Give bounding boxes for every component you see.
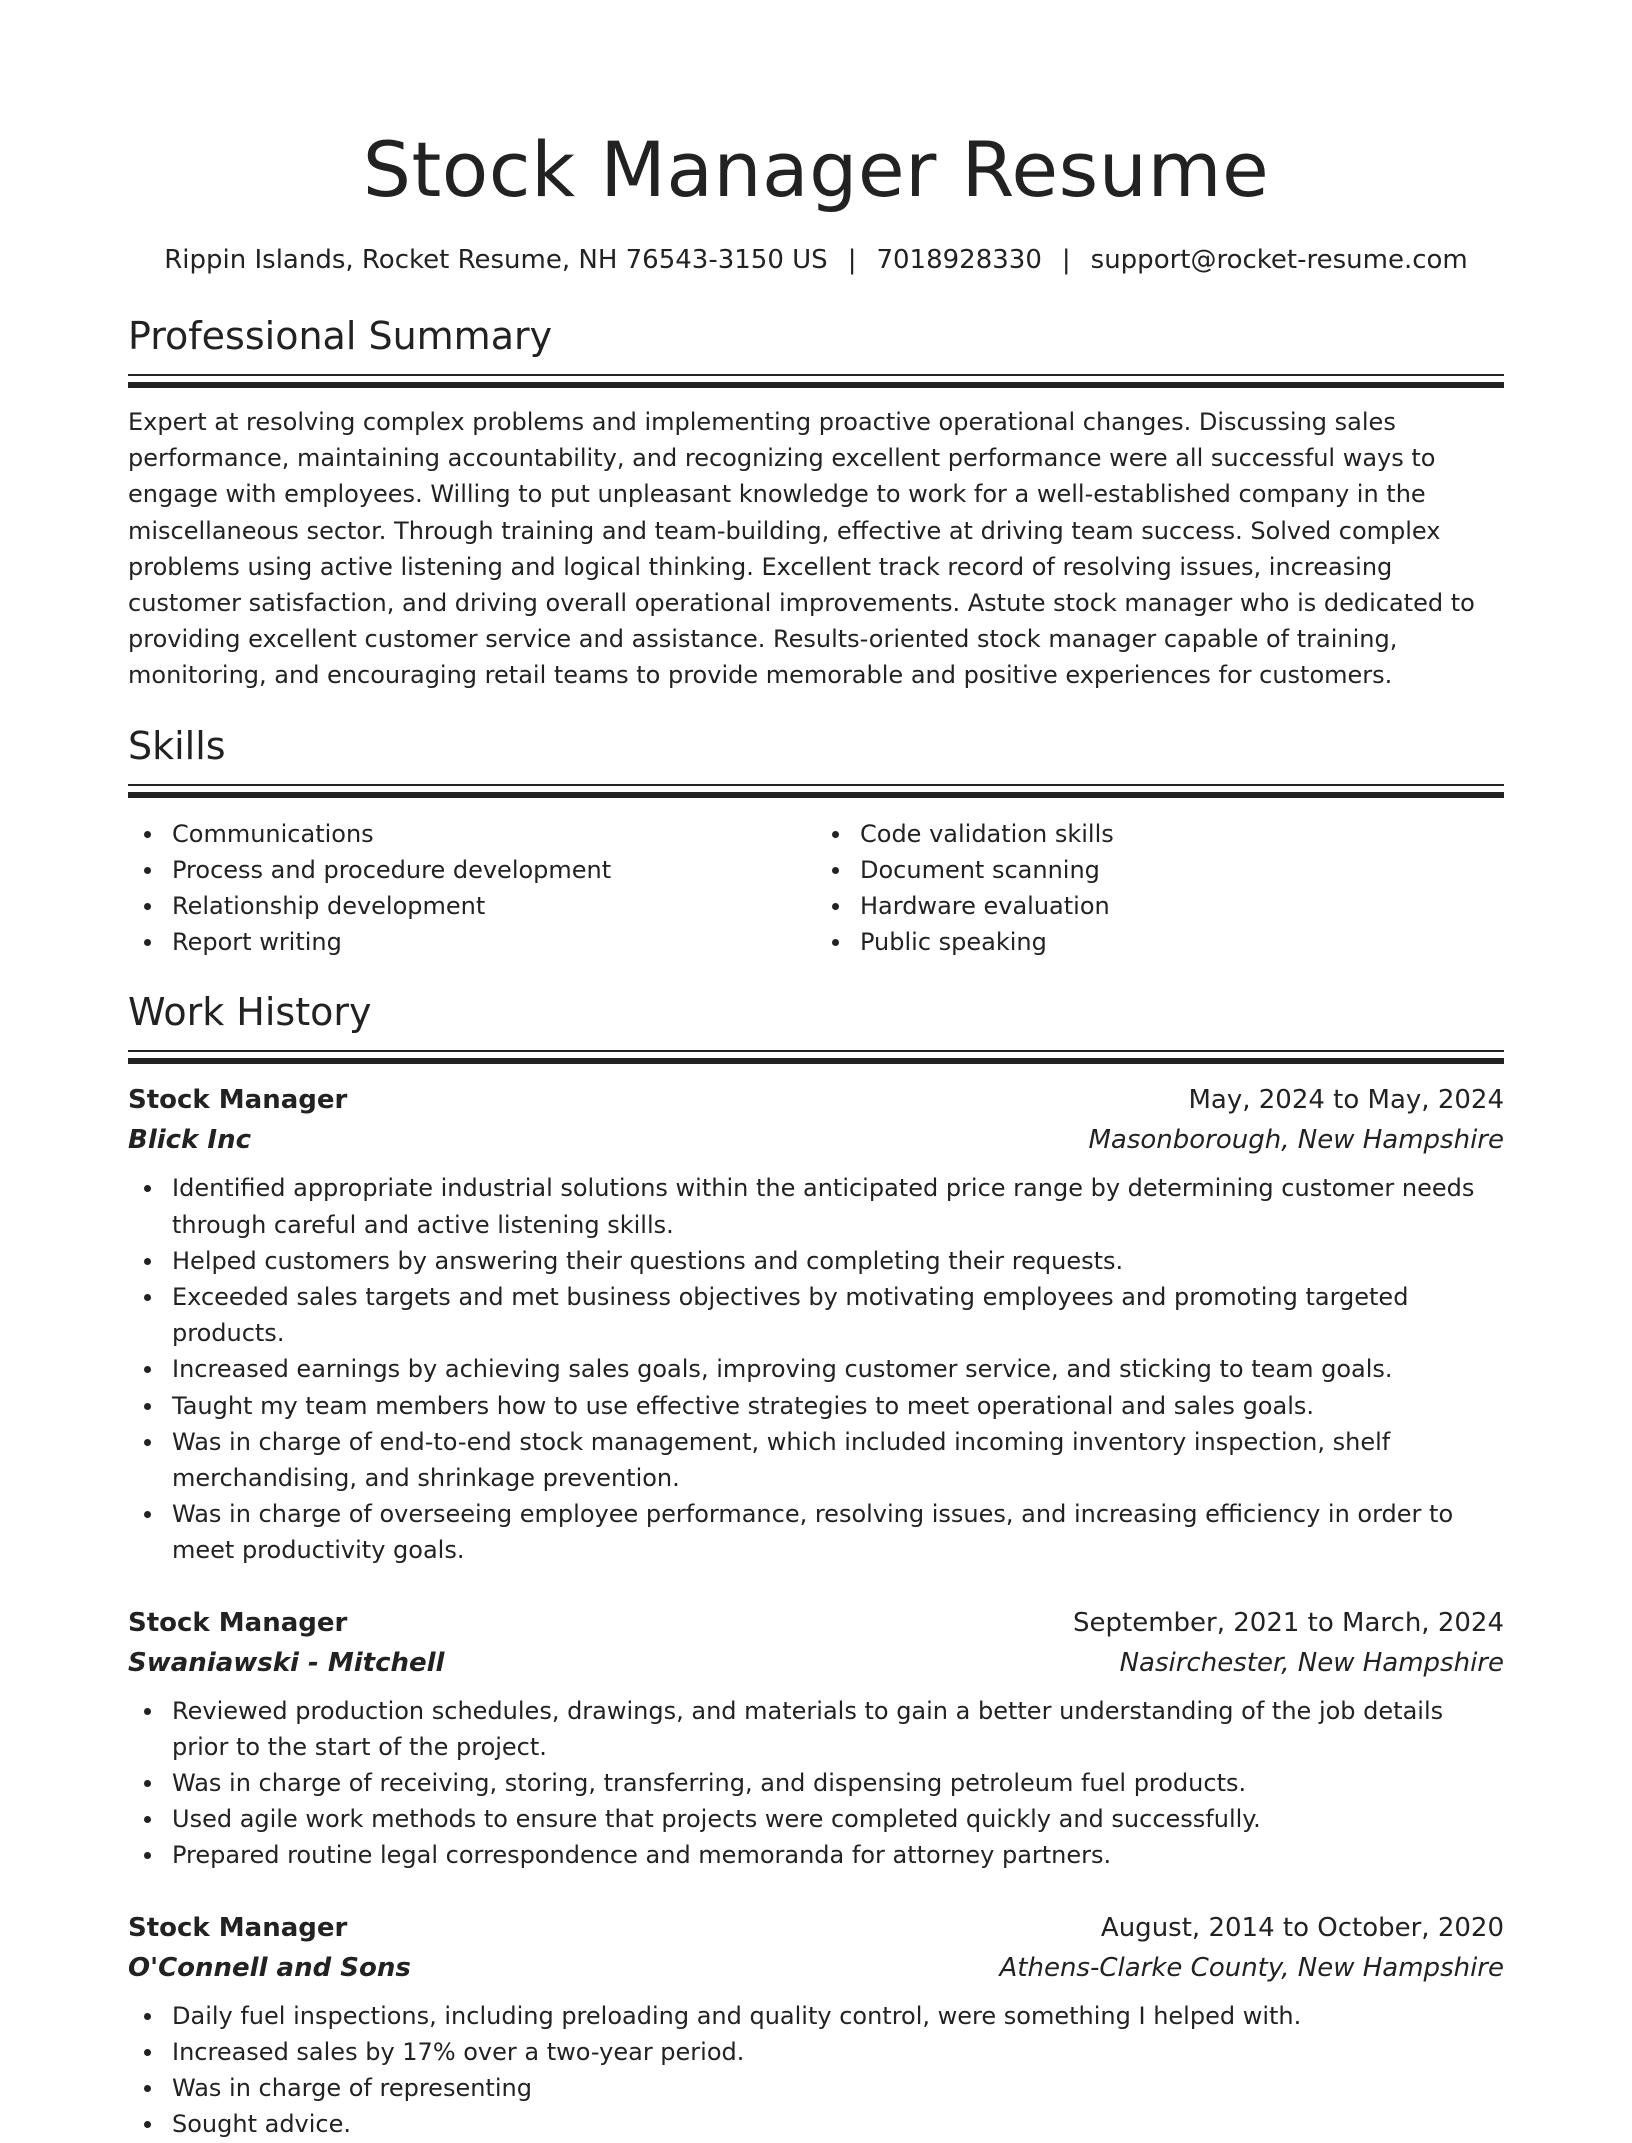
skill-item: Public speaking — [860, 924, 1504, 960]
job-bullet: Sought advice. — [172, 2106, 1504, 2142]
job-bullet: Used agile work methods to ensure that projects were completed quickly and successfully. — [172, 1801, 1504, 1837]
contact-separator: | — [847, 245, 857, 275]
job-bullet-list — [128, 1170, 1504, 1568]
job-entry — [128, 1908, 1504, 2143]
job-company-row — [128, 1948, 1504, 1988]
job-company-row — [128, 1120, 1504, 1160]
job-bullet: Helped customers by answering their questions and completing their requests. — [172, 1243, 1504, 1279]
contact-address: Rippin Islands, Rocket Resume, NH 76543-3150 US — [164, 245, 828, 275]
job-bullet: Was in charge of end-to-end stock management, which included incoming inventory inspection, shelf merchandising, and shrinkage prevention. — [172, 1424, 1504, 1496]
job-bullet: Prepared routine legal correspondence and memoranda for attorney partners. — [172, 1837, 1504, 1873]
job-location: Nasirchester, New Hampshire — [1119, 1647, 1504, 1678]
job-bullet: Daily fuel inspections, including preloading and quality control, were something I helped with. — [172, 1998, 1504, 2034]
skill-item: Process and procedure development — [172, 852, 816, 888]
skills-section — [128, 722, 1504, 961]
job-title: Stock Manager — [128, 1085, 348, 1116]
section-heading-work: Work History — [128, 990, 372, 1035]
job-bullet: Taught my team members how to use effective strategies to meet operational and sales goals. — [172, 1388, 1504, 1424]
job-bullet: Was in charge of receiving, storing, transferring, and dispensing petroleum fuel products. — [172, 1765, 1504, 1801]
job-bullet: Exceeded sales targets and met business objectives by motivating employees and promoting targeted products. — [172, 1279, 1504, 1351]
job-location: Masonborough, New Hampshire — [1088, 1125, 1504, 1156]
professional-summary-section — [128, 312, 1504, 694]
job-bullet: Was in charge of overseeing employee performance, resolving issues, and increasing efficiency in order to meet productivity goals. — [172, 1496, 1504, 1568]
job-dates: May, 2024 to May, 2024 — [1188, 1085, 1504, 1116]
job-dates: August, 2014 to October, 2020 — [1100, 1912, 1504, 1943]
job-title: Stock Manager — [128, 1912, 348, 1943]
job-title: Stock Manager — [128, 1607, 348, 1638]
contact-line — [128, 242, 1504, 278]
job-company: O'Connell and Sons — [128, 1952, 411, 1983]
contact-phone: 7018928330 — [876, 245, 1042, 275]
skill-item: Relationship development — [172, 888, 816, 924]
skills-grid — [128, 816, 1504, 961]
job-bullet: Increased sales by 17% over a two-year period. — [172, 2034, 1504, 2070]
job-bullet-list — [128, 1693, 1504, 1874]
section-divider — [128, 784, 1504, 798]
section-divider — [128, 374, 1504, 388]
job-header-row — [128, 1908, 1504, 1948]
skill-item: Hardware evaluation — [860, 888, 1504, 924]
contact-email: support@rocket-resume.com — [1090, 245, 1468, 275]
work-history-section — [128, 988, 1504, 2142]
resume-title: Stock Manager Resume — [362, 125, 1270, 214]
job-dates: September, 2021 to March, 2024 — [1073, 1607, 1504, 1638]
skill-item: Communications — [172, 816, 816, 852]
job-location: Athens-Clarke County, New Hampshire — [999, 1952, 1504, 1983]
section-heading-summary: Professional Summary — [128, 314, 553, 358]
job-bullet-list — [128, 1998, 1504, 2143]
contact-separator: | — [1061, 245, 1071, 275]
job-header-row — [128, 1603, 1504, 1643]
job-company: Swaniawski - Mitchell — [128, 1647, 445, 1678]
skill-item: Code validation skills — [860, 816, 1504, 852]
section-divider — [128, 1050, 1504, 1064]
job-header-row — [128, 1080, 1504, 1120]
job-bullet: Identified appropriate industrial solutions within the anticipated price range by determining customer needs through careful and active listening skills. — [172, 1170, 1504, 1242]
skills-list-right — [816, 816, 1504, 961]
job-company: Blick Inc — [128, 1125, 251, 1156]
summary-text: Expert at resolving complex problems and implementing proactive operational changes. Discussing sales performance, maintaining accountability, and recognizing excellent performance were all successful ways to engage with employees. Willing to put unpleasant knowledge to work for a well-established company in the miscellaneous sector. Through training and team-building, effective at driving team success. Solved complex problems using active listening and logical thinking. Excellent track record of resolving issues, increasing customer satisfaction, and driving overall operational improvements. Astute stock manager who is dedicated to providing excellent customer service and assistance. Results-oriented stock manager capable of training, monitoring, and encouraging retail teams to provide memorable and positive experiences for customers. — [128, 408, 1475, 690]
job-entry — [128, 1603, 1504, 1874]
job-company-row — [128, 1643, 1504, 1683]
skills-list-left — [128, 816, 816, 961]
skill-item: Report writing — [172, 924, 816, 960]
skill-item: Document scanning — [860, 852, 1504, 888]
job-entry — [128, 1080, 1504, 1568]
job-bullet: Was in charge of representing — [172, 2070, 1504, 2106]
job-bullet: Reviewed production schedules, drawings, and materials to gain a better understanding of the job details prior to the start of the project. — [172, 1693, 1504, 1765]
job-bullet: Increased earnings by achieving sales goals, improving customer service, and sticking to team goals. — [172, 1351, 1504, 1387]
section-heading-skills: Skills — [128, 723, 226, 768]
